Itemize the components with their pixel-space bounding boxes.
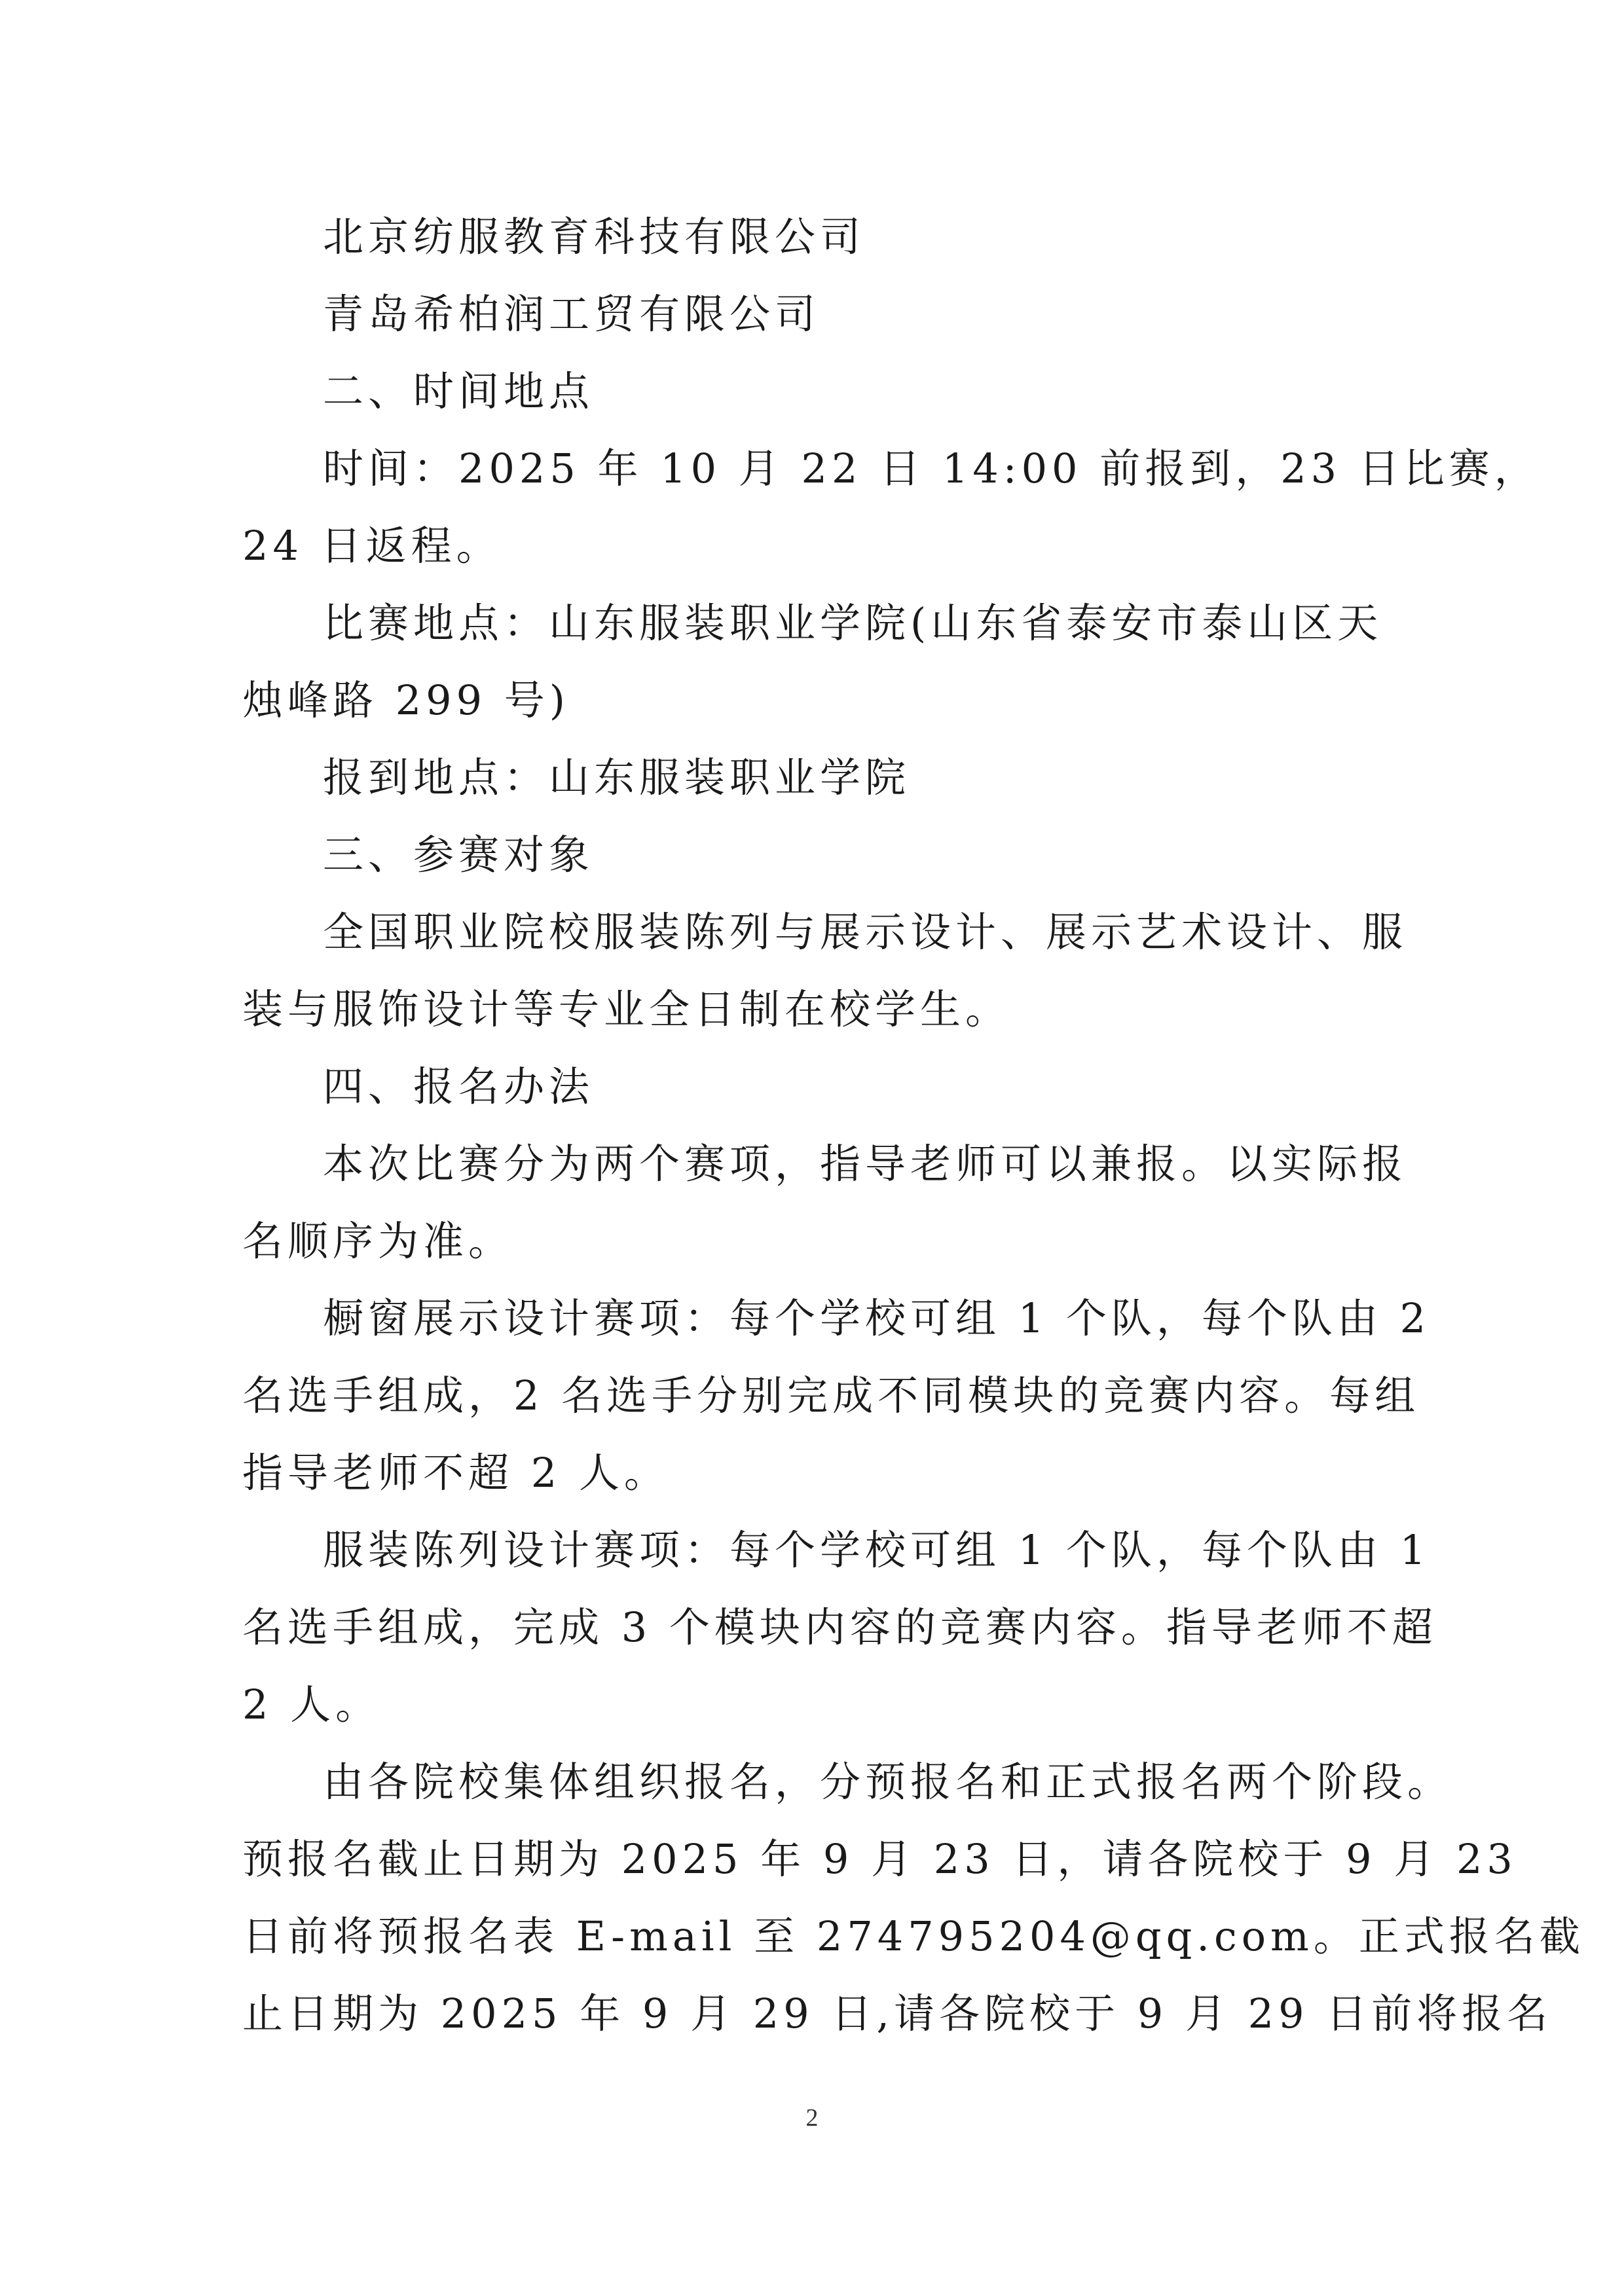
- paragraph-window-event-line-3: 指导老师不超 2 人。: [242, 1449, 669, 1497]
- sponsor-company-beijing: 北京纺服教育科技有限公司: [323, 213, 866, 261]
- paragraph-venue-line-1: 比赛地点：山东服装职业学院(山东省泰安市泰山区天: [323, 599, 1383, 647]
- paragraph-participants-line-1: 全国职业院校服装陈列与展示设计、展示艺术设计、服: [323, 908, 1408, 956]
- sponsor-company-qingdao: 青岛希柏润工贸有限公司: [323, 290, 821, 338]
- paragraph-participants-line-2: 装与服饰设计等专业全日制在校学生。: [242, 985, 1011, 1033]
- paragraph-display-event-line-1: 服装陈列设计赛项：每个学校可组 1 个队，每个队由 1: [323, 1526, 1431, 1574]
- paragraph-venue-line-2: 烛峰路 299 号): [242, 676, 570, 724]
- paragraph-registration-line-2: 名顺序为准。: [242, 1217, 514, 1265]
- paragraph-time-line-2: 24 日返程。: [242, 522, 502, 570]
- section-heading-participants: 三、参赛对象: [323, 831, 595, 879]
- paragraph-deadline-line-4: 止日期为 2025 年 9 月 29 日,请各院校于 9 月 29 日前将报名: [242, 1990, 1553, 2037]
- paragraph-deadline-line-3: 日前将预报名表 E-mail 至 274795204@qq.com。正式报名截: [242, 1912, 1585, 1960]
- paragraph-registration-line-1: 本次比赛分为两个赛项，指导老师可以兼报。以实际报: [323, 1140, 1408, 1188]
- paragraph-time-line-1: 时间：2025 年 10 月 22 日 14:00 前报到，23 日比赛，: [323, 445, 1540, 492]
- paragraph-window-event-line-1: 橱窗展示设计赛项：每个学校可组 1 个队，每个队由 2: [323, 1294, 1431, 1342]
- paragraph-checkin-place: 报到地点：山东服装职业学院: [323, 754, 911, 801]
- paragraph-display-event-line-2: 名选手组成，完成 3 个模块内容的竞赛内容。指导老师不超: [242, 1603, 1437, 1651]
- paragraph-display-event-line-3: 2 人。: [242, 1681, 381, 1728]
- paragraph-window-event-line-2: 名选手组成，2 名选手分别完成不同模块的竞赛内容。每组: [242, 1372, 1420, 1419]
- paragraph-deadline-line-1: 由各院校集体组织报名，分预报名和正式报名两个阶段。: [323, 1758, 1453, 1806]
- paragraph-deadline-line-2: 预报名截止日期为 2025 年 9 月 23 日，请各院校于 9 月 23: [242, 1835, 1517, 1883]
- section-heading-registration: 四、报名办法: [323, 1063, 595, 1110]
- page-number: 2: [805, 2104, 819, 2132]
- section-heading-time-place: 二、时间地点: [323, 367, 595, 415]
